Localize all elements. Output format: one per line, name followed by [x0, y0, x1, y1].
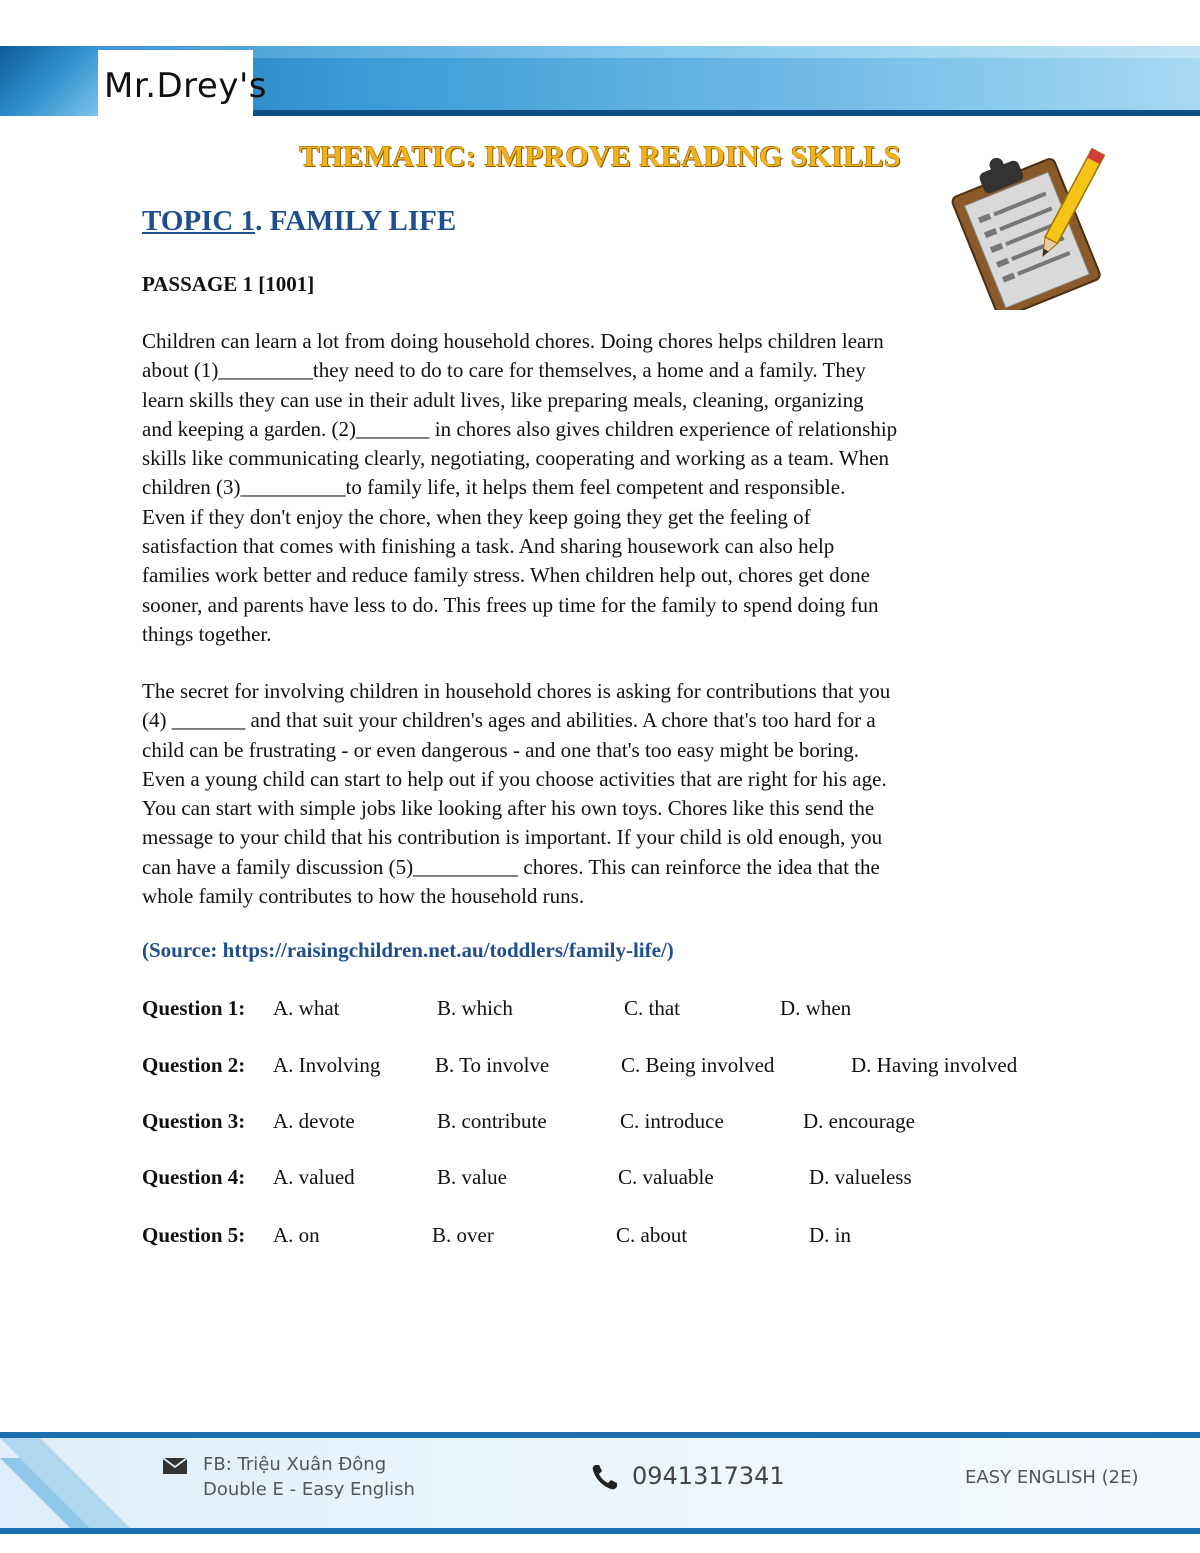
text-line: Even a young child can start to help out if you choose activities that are right for his age.: [142, 766, 887, 791]
text-line: Children can learn a lot from doing household chores. Doing chores helps children learn: [142, 329, 884, 353]
option-c[interactable]: C. Being involved: [621, 1053, 775, 1077]
option-a[interactable]: A. valued: [273, 1165, 355, 1189]
option-d[interactable]: D. valueless: [809, 1165, 912, 1189]
option-a[interactable]: A. what: [273, 996, 340, 1020]
question-row-3: [142, 1109, 1102, 1139]
question-row-4: [142, 1165, 1102, 1195]
option-d[interactable]: D. when: [780, 996, 852, 1020]
text-line: child can be frustrating - or even dangerous - and one that's too easy might be boring.: [142, 737, 859, 762]
option-b[interactable]: B. over: [432, 1223, 494, 1247]
footer-brand: EASY ENGLISH (2E): [965, 1467, 1139, 1488]
text-line: message to your child that his contribution is important. If your child is old enough, you: [142, 825, 883, 850]
logo-text: Mr.Drey's: [104, 66, 268, 106]
option-b[interactable]: B. value: [437, 1165, 507, 1189]
question-label: Question 5:: [142, 1223, 246, 1247]
text-line: The secret for involving children in household chores is asking for contributions that you: [142, 679, 891, 703]
text-line: can have a family discussion (5)__________ chores. This can reinforce the idea that the: [142, 854, 880, 879]
header-accent: [0, 46, 98, 116]
footer-line-top: [0, 1432, 1200, 1438]
footer: [0, 1428, 1200, 1538]
question-label: Question 3:: [142, 1109, 246, 1133]
option-b[interactable]: B. which: [437, 996, 513, 1020]
text-line: You can start with simple jobs like looking after his own toys. Chores like this send the: [142, 796, 875, 821]
footer-phone[interactable]: 0941317341: [632, 1462, 785, 1490]
option-b[interactable]: B. To involve: [435, 1053, 550, 1077]
text-line: sooner, and parents have less to do. This frees up time for the family to spend doing fun: [142, 592, 879, 617]
text-line: satisfaction that comes with finishing a task. And sharing housework can also help: [142, 534, 835, 559]
text-line: families work better and reduce family stress. When children help out, chores get done: [142, 563, 870, 588]
footer-facebook[interactable]: FB: Triệu Xuân Đông: [203, 1454, 387, 1475]
text-line: things together.: [142, 621, 272, 646]
option-a[interactable]: A. on: [273, 1223, 320, 1247]
question-label: Question 4:: [142, 1165, 246, 1189]
option-b[interactable]: B. contribute: [437, 1109, 547, 1133]
footer-stripes: [0, 1428, 130, 1538]
option-a[interactable]: A. devote: [273, 1109, 355, 1133]
question-row-1: [142, 996, 1102, 1026]
topic-heading: [142, 205, 456, 238]
header-banner: [0, 38, 1200, 120]
option-d[interactable]: D. encourage: [803, 1109, 915, 1133]
option-d[interactable]: D. Having involved: [851, 1053, 1018, 1077]
text-line: children (3)__________to family life, it helps them feel competent and responsible.: [142, 475, 846, 500]
option-c[interactable]: C. about: [616, 1223, 688, 1247]
text-line: Even if they don't enjoy the chore, when they keep going they get the feeling of: [142, 504, 811, 529]
footer-line-bottom: [0, 1528, 1200, 1534]
topic-label: TOPIC 1: [142, 205, 256, 237]
option-c[interactable]: C. introduce: [620, 1109, 724, 1133]
passage-paragraph-1: [142, 327, 1062, 649]
thematic-title: THEMATIC: IMPROVE READING SKILLS: [299, 140, 901, 173]
text-line: whole family contributes to how the household runs.: [142, 884, 585, 909]
option-d[interactable]: D. in: [809, 1223, 851, 1247]
text-line: (4) _______ and that suit your children's ages and abilities. A chore that's too hard for a: [142, 708, 876, 733]
question-label: Question 2:: [142, 1053, 246, 1077]
question-label: Question 1:: [142, 996, 246, 1020]
text-line: about (1)_________they need to do to care for themselves, a home and a family. They: [142, 358, 866, 383]
clipboard-pencil-icon: [940, 145, 1110, 310]
text-line: and keeping a garden. (2)_______ in chores also gives children experience of relationship: [142, 416, 898, 441]
question-row-2: [142, 1053, 1102, 1083]
topic-name: . FAMILY LIFE: [255, 205, 457, 237]
text-line: learn skills they can use in their adult lives, like preparing meals, cleaning, organizing: [142, 387, 864, 412]
text-line: skills like communicating clearly, negotiating, cooperating and working as a team. When: [142, 446, 890, 471]
passage-title: PASSAGE 1 [1001]: [142, 272, 315, 296]
footer-page-name: Double E - Easy English: [203, 1479, 415, 1500]
phone-icon: [590, 1462, 620, 1492]
mail-icon: [163, 1458, 187, 1474]
option-a[interactable]: A. Involving: [273, 1053, 381, 1077]
option-c[interactable]: C. valuable: [618, 1165, 714, 1189]
passage-paragraph-2: [142, 677, 1062, 911]
source-citation: (Source: https://raisingchildren.net.au/toddlers/family-life/): [142, 938, 674, 962]
question-row-5: [142, 1223, 1102, 1253]
option-c[interactable]: C. that: [624, 996, 680, 1020]
